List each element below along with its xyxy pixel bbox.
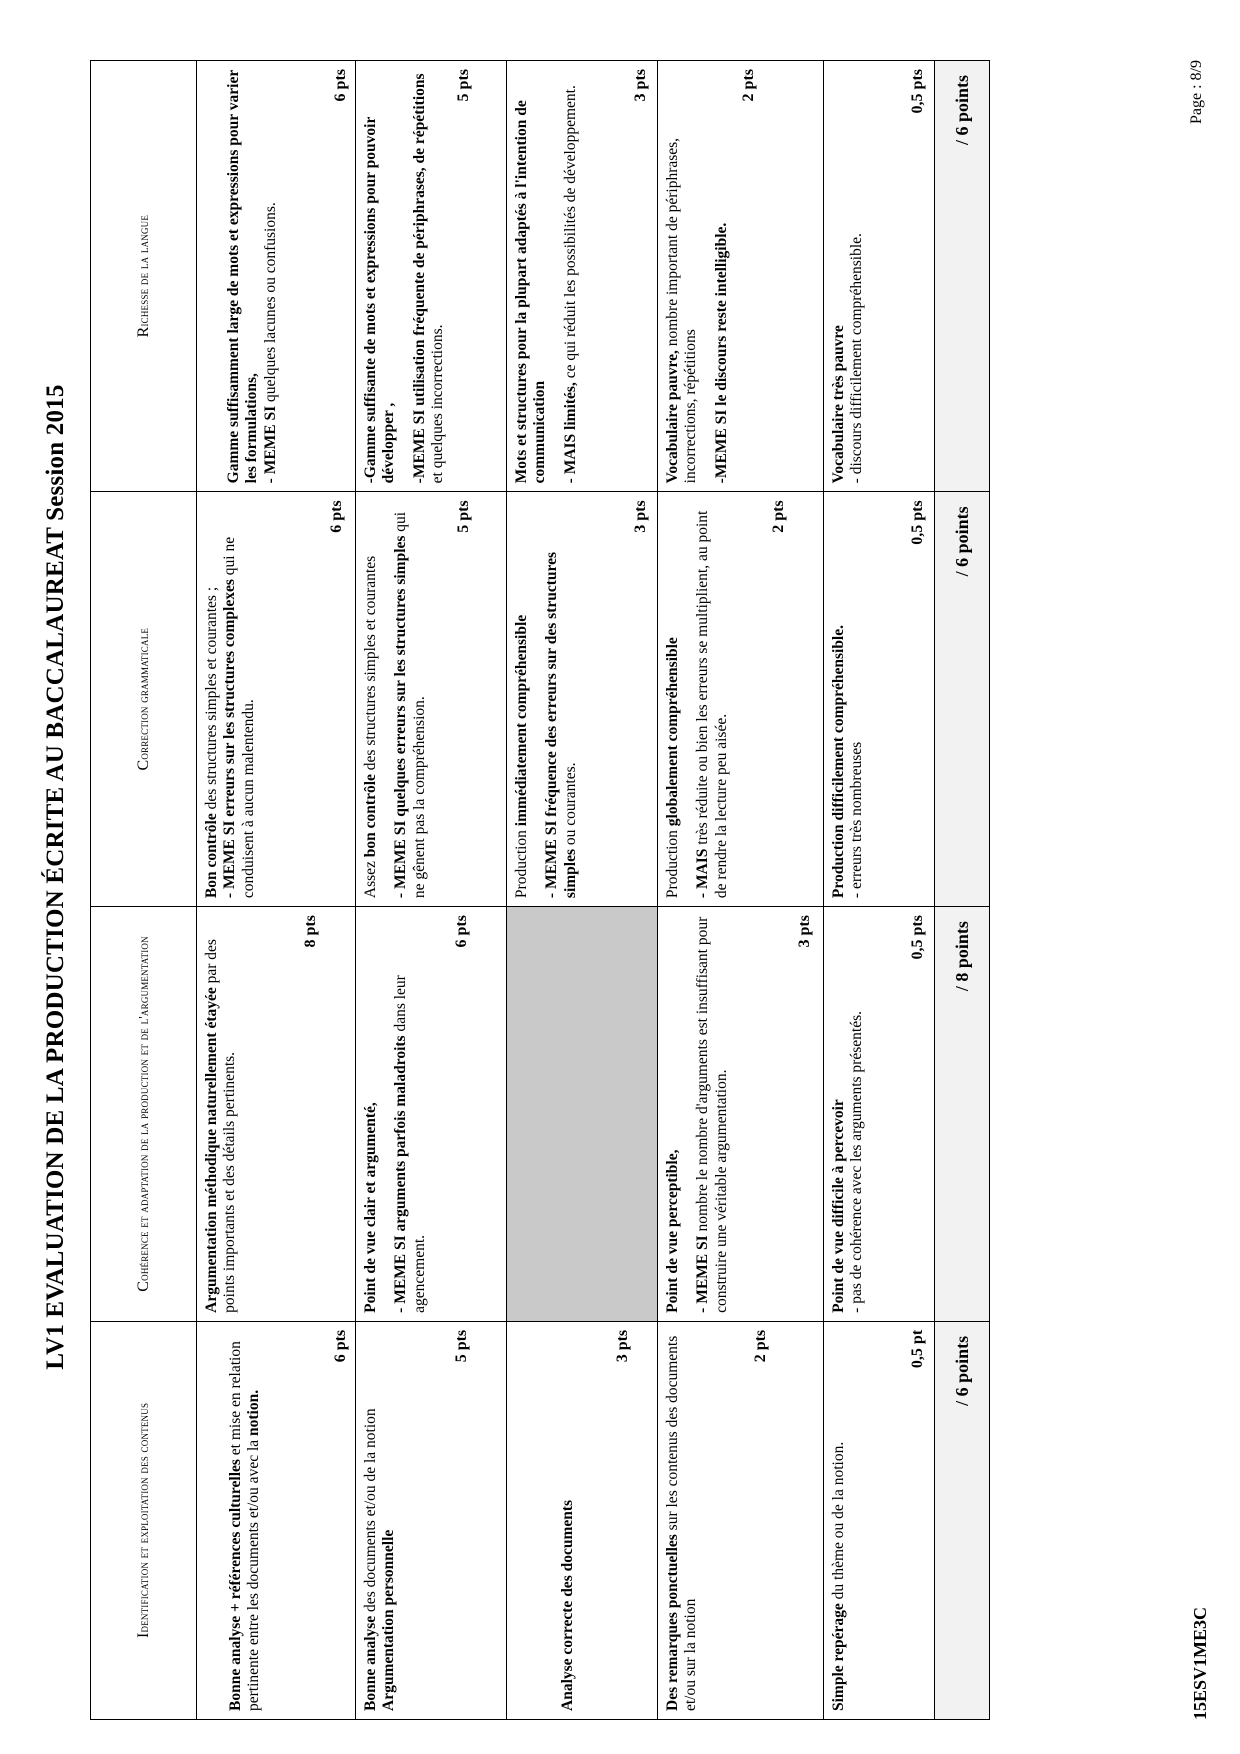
header-coherence: Cohérence et adaptation de la production et de l'argumentation xyxy=(91,907,197,1322)
table-row xyxy=(356,61,507,1720)
cell: Bon contrôle des structures simples et courantes ; - MEME SI erreurs sur les structures complexes qui ne conduisent à aucun malentendu. 6 pts xyxy=(197,492,356,907)
cell: Point de vue perceptible, - MEME SI nombre le nombre d'arguments est insuffisant pour construire une véritable argumentation. 3 pts xyxy=(658,907,824,1322)
page-title: LV1 EVALUATION DE LA PRODUCTION ÉCRITE AU BACCALAUREAT Session 2015 xyxy=(42,384,69,1370)
header-contenus: Identification et exploitation des contenus xyxy=(91,1321,197,1719)
cell: Vocabulaire pauvre, nombre important de périphrases, incorrections, répétitions -MEME SI le discours reste intelligible. 2 pts xyxy=(658,61,824,492)
page-number: Page : 8/9 xyxy=(1188,60,1205,124)
header-row xyxy=(91,61,197,1720)
cell: Des remarques ponctuelles sur les contenus des documents et/ou sur la notion 2 pts xyxy=(658,1321,824,1719)
cell: Production globalement compréhensible - MAIS très réduite ou bien les erreurs se multiplient, au point de rendre la lecture peu aisée. 2 pts xyxy=(658,492,824,907)
cell: Bonne analyse des documents et/ou de la notion Argumentation personnelle 5 pts xyxy=(356,1321,507,1719)
total-correction: / 6 points xyxy=(935,492,990,907)
cell: Analyse correcte des documents 3 pts xyxy=(507,1321,658,1719)
cell: Simple repérage du thème ou de la notion. 0,5 pt xyxy=(824,1321,935,1719)
header-correction: Correction grammaticale xyxy=(91,492,197,907)
cell: Point de vue difficile à percevoir - pas de cohérence avec les arguments présentés. 0,5 pts xyxy=(824,907,935,1322)
table-row xyxy=(824,61,935,1720)
total-contenus: / 6 points xyxy=(935,1321,990,1719)
grey-empty-cell xyxy=(507,907,658,1322)
cell: Vocabulaire très pauvre - discours difficilement compréhensible. 0,5 pts xyxy=(824,61,935,492)
cell: Mots et structures pour la plupart adaptés à l'intention de communication - MAIS limités, ce qui réduit les possibilités de développement. 3 pts xyxy=(507,61,658,492)
cell: Bonne analyse + références culturelles et mise en relation pertinente entre les documents et/ou avec la notion. 6 pts xyxy=(197,1321,356,1719)
document-code: 15ESV1ME3C xyxy=(1190,1606,1210,1720)
table-row xyxy=(658,61,824,1720)
cell: Point de vue clair et argumenté, - MEME SI arguments parfois maladroits dans leur agencement. 6 pts xyxy=(356,907,507,1322)
table-row xyxy=(197,61,356,1720)
cell: Argumentation méthodique naturellement étayée par des points importants et des détails pertinents. 8 pts xyxy=(197,907,356,1322)
total-coherence: / 8 points xyxy=(935,907,990,1322)
cell: Gamme suffisamment large de mots et expressions pour varier les formulations, - MEME SI quelques lacunes ou confusions. 6 pts xyxy=(197,61,356,492)
evaluation-grid xyxy=(90,60,990,1720)
cell: -Gamme suffisante de mots et expressions pour pouvoir développer , -MEME SI utilisation fréquente de périphrases, de répétitions et quelques incorrections. 5 pts xyxy=(356,61,507,492)
total-richesse: / 6 points xyxy=(935,61,990,492)
cell: Production immédiatement compréhensible - MEME SI fréquence des erreurs sur des structures simples ou courantes. 3 pts xyxy=(507,492,658,907)
header-richesse: Richesse de la langue xyxy=(91,61,197,492)
table-row xyxy=(507,61,658,1720)
cell: Assez bon contrôle des structures simples et courantes - MEME SI quelques erreurs sur les structures simples qui ne gênent pas la compréhension. 5 pts xyxy=(356,492,507,907)
cell: Production difficilement compréhensible. - erreurs très nombreuses 0,5 pts xyxy=(824,492,935,907)
totals-row xyxy=(935,61,990,1720)
